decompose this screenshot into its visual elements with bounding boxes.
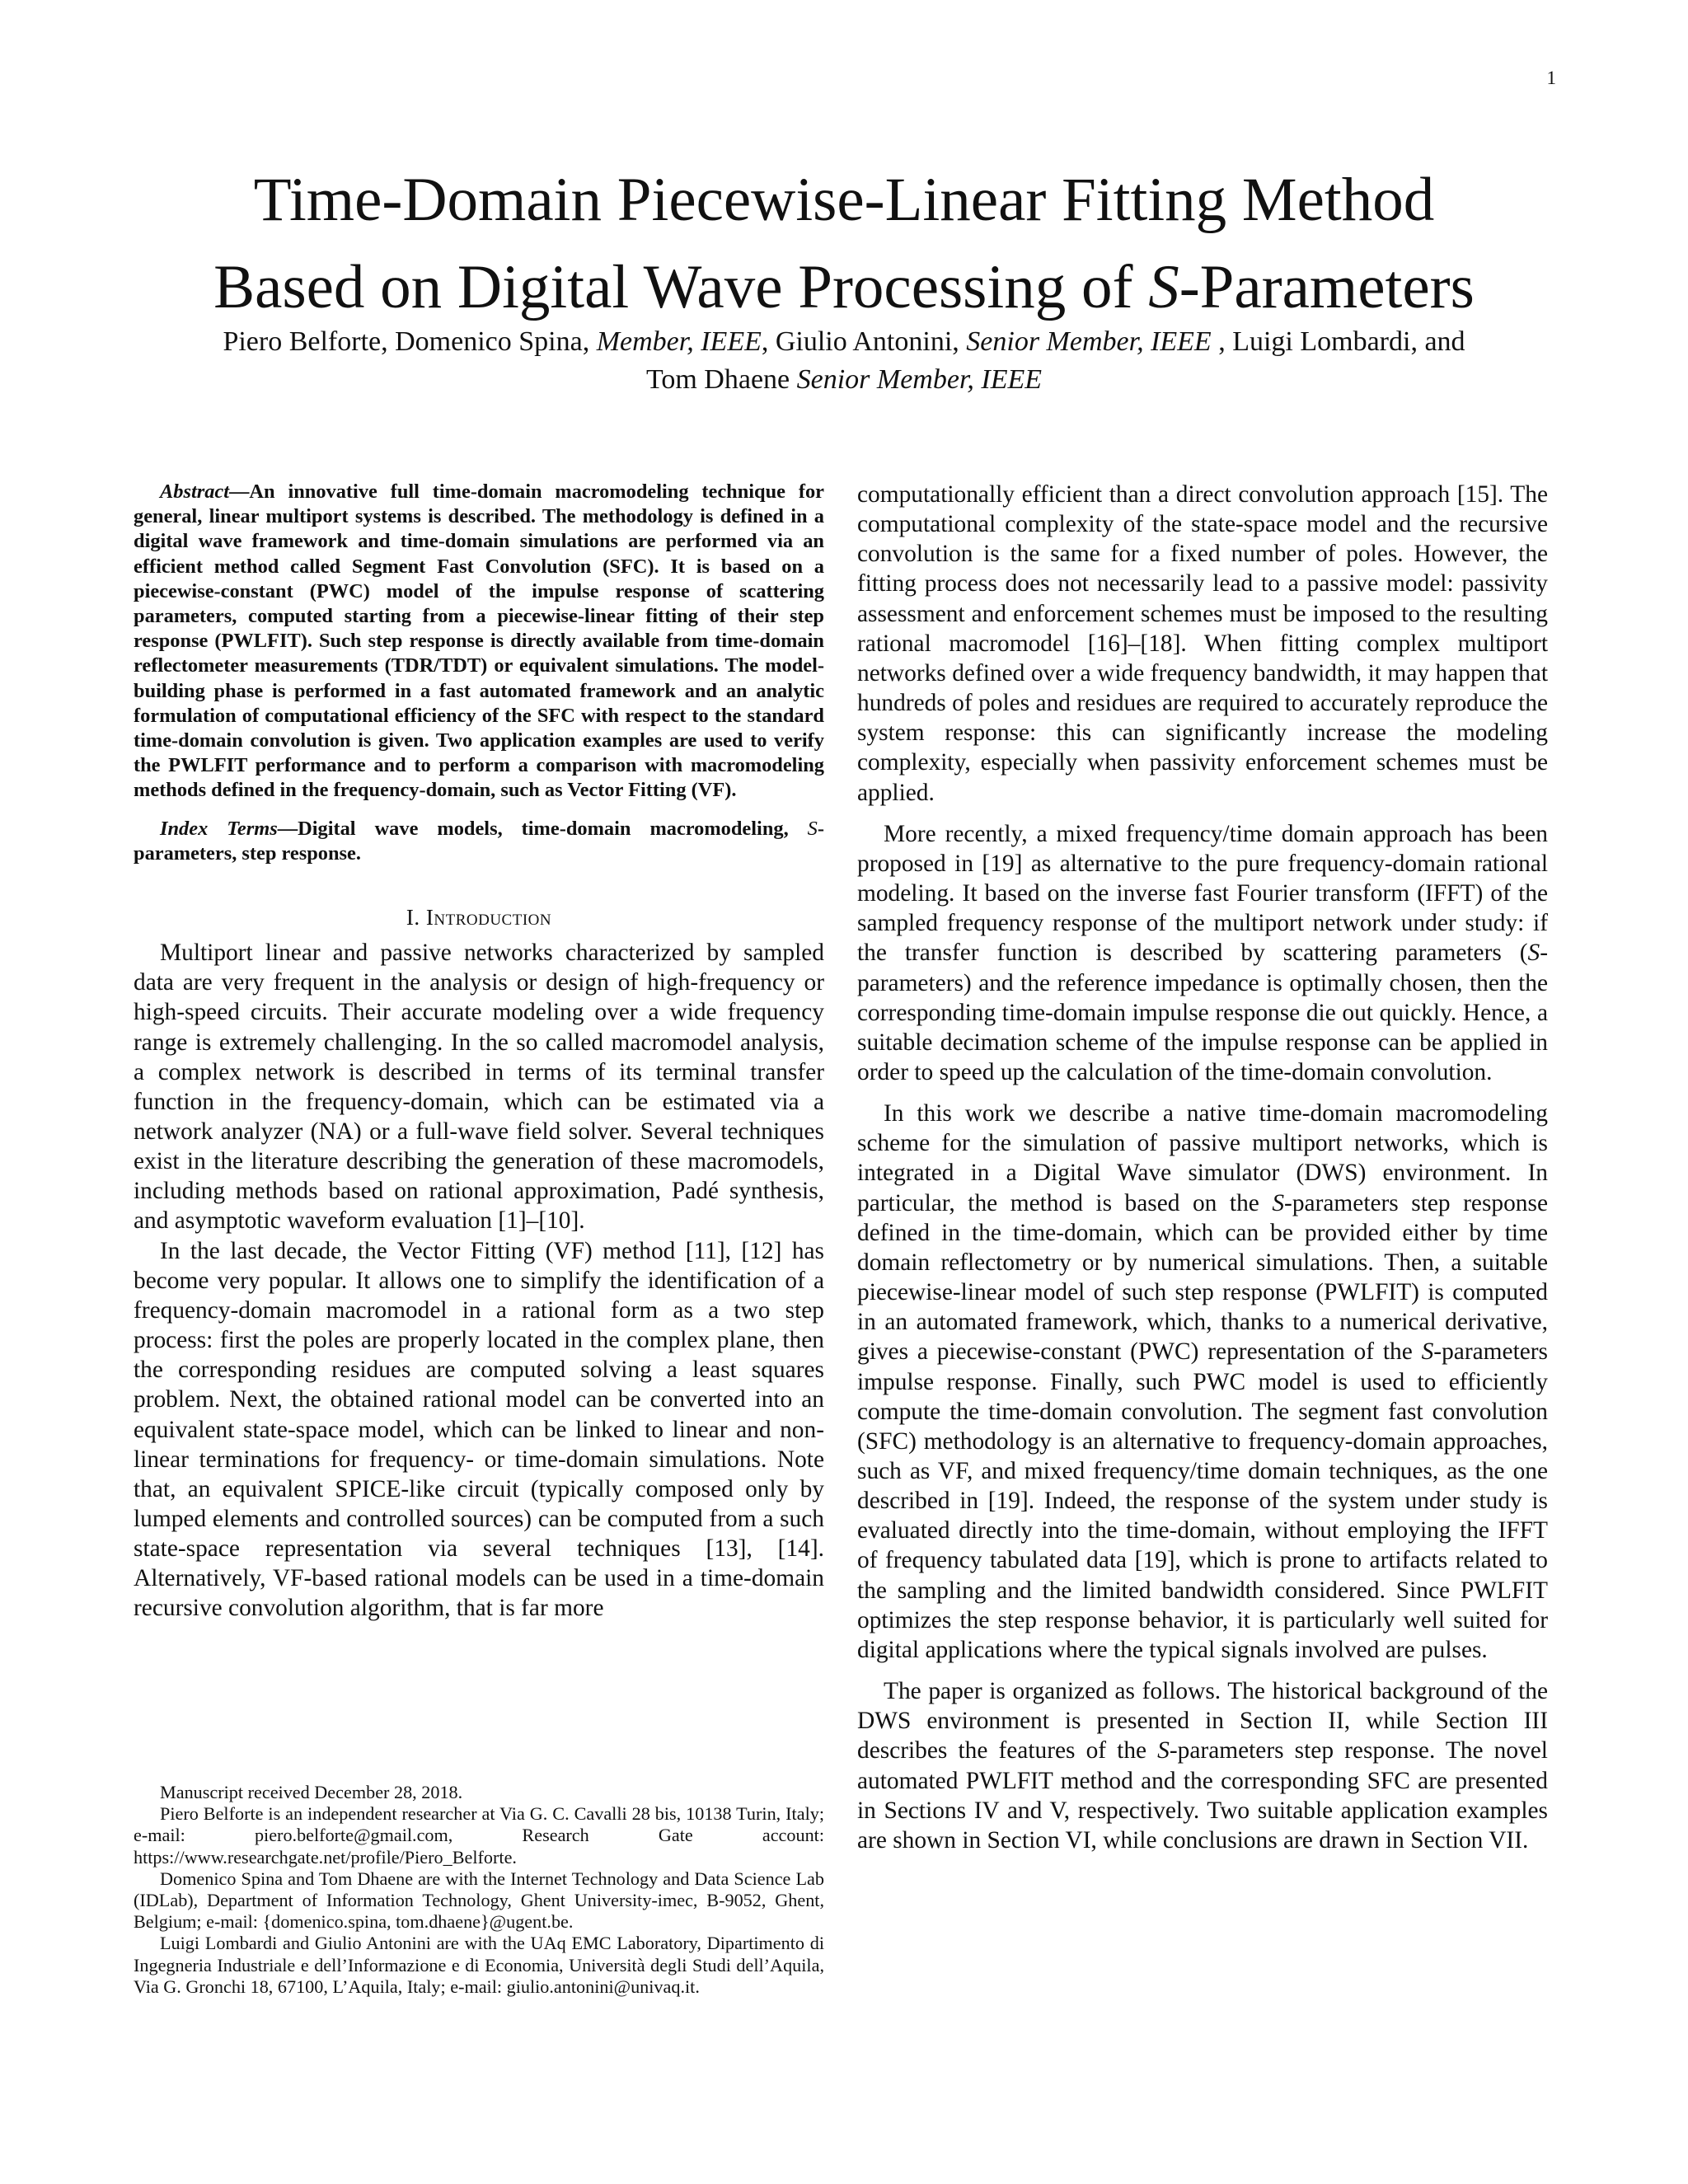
- authors-lombardi: , Luigi Lombardi, and: [1211, 326, 1465, 357]
- footnote-manuscript: Manuscript received December 28, 2018.: [160, 1782, 463, 1802]
- right-paragraph-3-b: -parameters step response defined in the time-domain, which can be provided either by time domain reflectometry or by numerical simulations. Then, a suitable piecewise-linear model of such step response (PWLFIT) is computed in an automated framework, which, thanks to a numerical derivative, gives a piecewise-constant (PWC) representation of the: [857, 1189, 1548, 1366]
- intro-paragraph-1: Multiport linear and passive networks characterized by sampled data are very frequent in the analysis or design of high-frequency or high-speed circuits. Their accurate modeling over a wide frequency range is extremely challenging. In the so called macromodel analysis, a complex network is described in terms of its terminal transfer function in the frequency-domain, which can be estimated via a network analyzer (NA) or a full-wave field solver. Several techniques exist in the literature describing the generation of these macromodels, including methods based on rational approximation, Padé synthesis, and asymptotic waveform evaluation [1]–[10].: [134, 940, 824, 1235]
- right-paragraph-2-b: -parameters) and the reference impedance is optimally chosen, then the corresponding time-domain impulse response die out quickly. Hence, a suitable decimation scheme of the impulse response can be applied in order to speed up the calculation of the time-domain convolution.: [857, 940, 1548, 1085]
- index-terms-label: Index Terms: [160, 817, 278, 840]
- author-line-1: [91, 323, 1597, 361]
- index-terms-text-b: -parameters, step response.: [134, 817, 824, 865]
- paper-title: [91, 157, 1597, 331]
- index-terms-math-s: S: [807, 817, 818, 840]
- abstract-label: Abstract: [160, 480, 230, 503]
- title-line-1: Time-Domain Piecewise-Linear Fitting Method: [253, 166, 1435, 234]
- right-paragraph-2: [857, 819, 1548, 1087]
- footnote-belforte: Piero Belforte is an independent researcher at Via G. C. Cavalli 28 bis, 10138 Turin, Italy; e-mail: piero.belforte@gmail.com, Research Gate account: https://www.researchgate.net/profile/Piero_Belforte.: [134, 1803, 824, 1868]
- dhaene-membership: Senior Member, IEEE: [796, 364, 1043, 395]
- right-paragraph-3: [857, 1099, 1548, 1665]
- right-paragraph-2-math-s: S: [1527, 940, 1540, 967]
- abstract-text: —An innovative full time-domain macromodeling technique for general, linear multiport systems is described. The methodology is defined in a digital wave framework and time-domain simulations are performed via an efficient method called Segment Fast Convolution (SFC). It is based on a piecewise-constant (PWC) model of the impulse response of scattering parameters, computed starting from a piecewise-linear fitting of their step response (PWLFIT). Such step response is directly available from time-domain reflectometer measurements (TDR/TDT) or equivalent simulations. The model-building phase is performed in a fast automated framework and an analytic formulation of computational efficiency of the SFC with respect to the standard time-domain convolution is given. Two application examples are used to verify the PWLFIT performance and to perform a comparison with macromodeling methods defined in the frequency-domain, such as Vector Fitting (VF).: [134, 480, 824, 802]
- footnote-spina-dhaene: Domenico Spina and Tom Dhaene are with the Internet Technology and Data Science Lab (IDLab), Department of Information Technology, Ghent University-imec, B-9052, Ghent, Belgium; e-mail: {domenico.spina, tom.dhaene}@ugent.be.: [134, 1868, 824, 1933]
- section-heading-introduction: I. Introduction: [406, 905, 552, 930]
- left-column: [134, 480, 824, 1624]
- right-column: [857, 480, 1548, 1855]
- authors-dhaene: Tom Dhaene: [645, 364, 797, 395]
- abstract: [134, 480, 824, 804]
- right-paragraph-4: [857, 1676, 1548, 1855]
- right-paragraph-2-a: More recently, a mixed frequency/time domain approach has been proposed in [19] as alternative to the pure frequency-domain rational modeling. It based on the inverse fast Fourier transform (IFFT) of the sampled frequency response of the multiport network under study: if the transfer function is described by scattering parameters (: [857, 820, 1548, 967]
- antonini-membership: Senior Member, IEEE: [966, 326, 1212, 357]
- footnote-lombardi-antonini: Luigi Lombardi and Giulio Antonini are with the UAq EMC Laboratory, Dipartimento di Ingegneria Industriale e dell’Informazione e di Economia, Università degli Studi dell’Aquila, Via G. Gronchi 18, 67100, L’Aquila, Italy; e-mail: giulio.antonini@univaq.it.: [134, 1933, 824, 1997]
- right-paragraph-4-math-s: S: [1157, 1737, 1170, 1765]
- right-paragraph-4-a: The paper is organized as follows. The historical background of the DWS environment is presented in Section II, while Section III describes the features of the: [857, 1678, 1548, 1765]
- spina-membership: Member, IEEE: [596, 326, 762, 357]
- title-math-s: S: [1148, 253, 1179, 321]
- page-number: 1: [1546, 68, 1556, 88]
- title-line-2: [91, 244, 1597, 331]
- right-paragraph-3-math-s-2: S: [1421, 1338, 1434, 1366]
- author-list: [91, 323, 1597, 399]
- authors-belforte-spina: Piero Belforte, Domenico Spina,: [223, 326, 597, 357]
- right-paragraph-4-b: -parameters step response. The novel automated PWLFIT method and the corresponding SFC are presented in Sections IV and V, respectively. Two suitable application examples are shown in Section VI, while conclusions are drawn in Section VII.: [857, 1737, 1548, 1854]
- right-paragraph-3-a: In this work we describe a native time-domain macromodeling scheme for the simulation of passive multiport networks, which is integrated in a Digital Wave simulator (DWS) environment. In particular, the method is based on the: [857, 1100, 1548, 1216]
- right-paragraph-1: computationally efficient than a direct convolution approach [15]. The computational complexity of the state-space model and the recursive convolution is the same for a fixed number of poles. However, the fitting process does not necessarily lead to a passive model: passivity assessment and enforcement schemes must be imposed to the resulting rational macromodel [16]–[18]. When fitting complex multiport networks defined over a wide frequency bandwidth, it may happen that hundreds of poles and residues are required to accurately reproduce the system response: this can significantly increase the modeling complexity, especially when passivity enforcement schemes must be applied.: [857, 481, 1548, 806]
- index-terms: [134, 817, 824, 866]
- intro-paragraph-2: In the last decade, the Vector Fitting (VF) method [11], [12] has become very popular. It allows one to simplify the identification of a frequency-domain macromodel in a rational form as a two step process: first the poles are properly located in the complex plane, then the corresponding residues are computed solving a least squares problem. Next, the obtained rational model can be converted into an equivalent state-space model, which can be linked to linear and non-linear terminations for frequency- or time-domain simulations. Note that, an equivalent SPICE-like circuit (typically composed only by lumped elements and controlled sources) can be computed from a such state-space representation via several techniques [13], [14]. Alternatively, VF-based rational models can be used in a time-domain recursive convolution algorithm, that is far more: [134, 1237, 824, 1622]
- authors-antonini: , Giulio Antonini,: [761, 326, 967, 357]
- right-paragraph-3-c: -parameters impulse response. Finally, such PWC model is used to efficiently compute the time-domain convolution. The segment fast convolution (SFC) methodology is an alternative to frequency-domain approaches, such as VF, and mixed frequency/time domain techniques, as the one described in [19]. Indeed, the response of the system under study is evaluated directly into the time-domain, without employing the IFFT of frequency tabulated data [19], which is prone to artifacts related to the sampling and the limited bandwidth considered. Since PWLFIT optimizes the step response behavior, it is particularly well suited for digital applications where the typical signals involved are pulses.: [857, 1338, 1548, 1663]
- title-line-2-suffix: -Parameters: [1179, 253, 1475, 321]
- index-terms-text-a: —Digital wave models, time-domain macromodeling,: [277, 817, 808, 840]
- right-paragraph-3-math-s-1: S: [1272, 1189, 1285, 1216]
- title-line-2-prefix: Based on Digital Wave Processing of: [213, 253, 1149, 321]
- footnotes: [134, 1782, 824, 1998]
- author-line-2: [91, 361, 1597, 399]
